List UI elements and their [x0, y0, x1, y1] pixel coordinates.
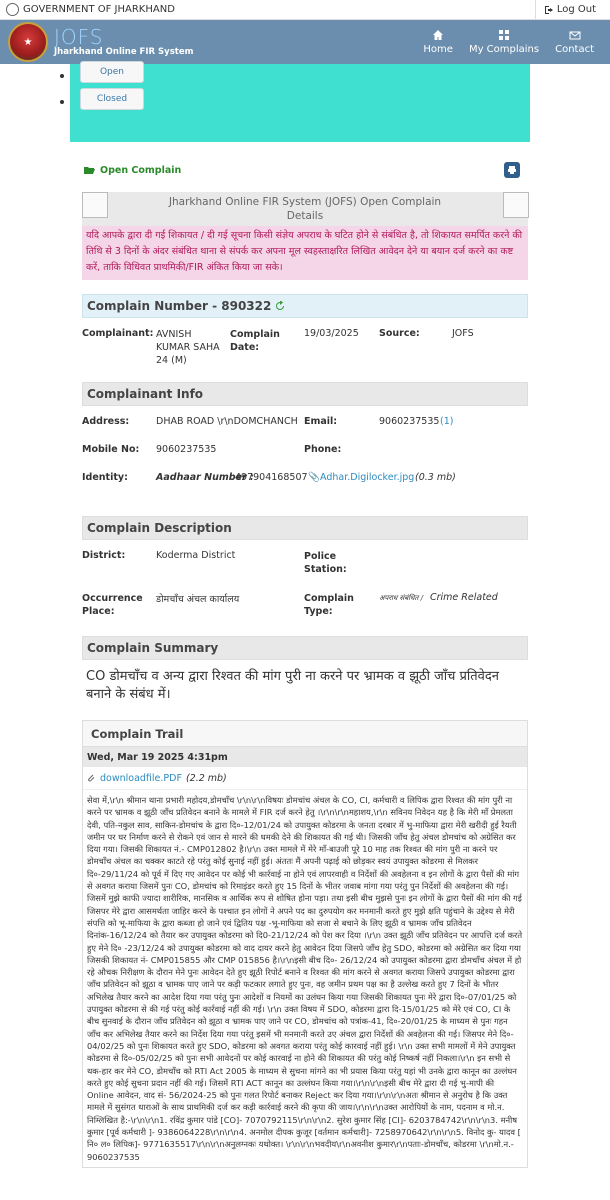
police-station-label: Police Station: [304, 551, 347, 575]
main-nav [415, 20, 602, 64]
nav-home-label: Home [423, 44, 453, 55]
address-value: DHAB ROAD \r\nDOMCHANCH [156, 416, 298, 427]
brand[interactable] [8, 22, 193, 62]
status-filter-box [70, 64, 530, 142]
phone-label: Phone: [304, 444, 342, 455]
government-emblem-icon [6, 3, 19, 16]
logout-icon [544, 5, 554, 15]
district-label: District: [82, 550, 126, 561]
complain-trail [82, 720, 528, 1168]
district-value: Koderma District [156, 550, 236, 561]
government-bar [0, 0, 610, 20]
government-title: GOVERNMENT OF JHARKHAND [23, 4, 175, 15]
complain-type-label: Complain Type: [304, 593, 354, 617]
home-icon [432, 29, 444, 41]
complainant-label: Complainant: [82, 328, 154, 339]
envelope-icon [569, 29, 581, 41]
logout-label: Log Out [556, 4, 596, 15]
nav-my-complains[interactable] [461, 20, 547, 64]
print-icon [507, 165, 517, 175]
brand-title: JOFS [54, 25, 104, 49]
complainant-info-heading: Complainant Info [82, 382, 528, 406]
details-banner [82, 192, 528, 226]
right-logo-image [503, 192, 529, 218]
logout-button[interactable] [535, 0, 604, 20]
source-value: JOFS [452, 328, 474, 339]
nav-contact[interactable] [547, 20, 602, 64]
print-button[interactable] [504, 162, 520, 178]
site-header [0, 20, 610, 64]
complain-trail-heading: Complain Trail [83, 721, 527, 747]
address-label: Address: [82, 416, 130, 427]
bullet-icon [60, 74, 64, 78]
trail-date: Wed, Mar 19 2025 4:31pm [83, 747, 527, 767]
trail-attachment [83, 767, 527, 789]
complain-meta [82, 318, 528, 376]
left-logo-image [82, 192, 108, 218]
identity-file-link[interactable]: Adhar.Digilocker.jpg [320, 472, 415, 483]
banner-title: Jharkhand Online FIR System (JOFS) Open Complain Details [168, 196, 442, 222]
grid-icon [498, 29, 510, 41]
paperclip-icon: 📎 [308, 472, 320, 483]
trail-body-text: सेवा में,\r\n श्रीमान थाना प्रभारी महोदय,डोमचाँच \r\n\r\nविषयः डोमचांच अंचल के CO, CI, कर्मचारी व लिपिक द्वारा रिश्वत की मांग पुरी ना करने पर भ्रामक व झूठी जाँच प्रतिवेदन बनाने के मामले में FIR दर्ज करने हेतु ।\r\n\r\nमहाशय,\r\n सविनय निवेदन यह है कि मेरी माँ प्रेमलता देवी, पति-नकुल साव, साकिन-डोमचांच के द्वारा दि०-12/01/24 को उपायुक्त कोडरमा के जनता दरबार में भु-माफिया द्वारा मेरी खरीदी हुई रैयती जमीन पर घर निर्माण करने से रोकने एवं जान से मारने की धमकी देने की शिकायत की गई थी। जिसकी जाँच हेतु अंचल डोमचांच को अग्रेसित कर दिया गया। जिसकी शिकायत नं.- CMP012802 है।\r\n उक्त मामले में मेरे माँ-बाउजी पूरे 10 माह तक रिश्वत की मांग पुरी ना करने पर डोमचाँच अंचल का चक्कर काटते रहे परंतु कोई सुनाई नहीं हुई। अंततः मैं अपनी पढ़ाई को छोड़कर स्वयं उपायुक्त कोडरमा से मिलकर दि०-29/11/24 को पूर्व में दिए गए आवेदन पर कोई भी कार्रवाई ना होने एवं लापरवाही व निर्देशों की अवहेलना व इन लोगों के द्वारा पैसों की मांग से अवगत कराया जिसमें पुनः CO, डोमचांच को रिमाइंडर करते हुए 15 दिनों के भीतर जवाब मांगा गया परंतु पुन निर्देशों की अवहेलना की गई। जिसमें मुझे काफी ज्यादा शारीरिक, मानसिक व आर्थिक रूप से शोषित होना पड़ा। तथा इसी बीच मुझसे पुनः इन लोगों के द्वारा पैसों की मांग की गई जिसपर मेरे द्वारा आसमर्थता जाहिर करने के पश्चात इन लोगों ने अपने पद का दुरुपयोग कर मनमानी करते हुए मुझे क्षति पहुंचाने के उद्देश्य से मेरी संपत्ति को भू-माफिया के द्वारा कब्जा हो जाने एवं द्वितिय पक्ष -भू-माफिया को सजा से बचाने के लिए झूठी व भ्रामक जाँच प्रतिवेदन दिनांक-16/12/24 को तैयार कर उपायुक्त कोडरमा को दि0-21/12/24 को पेश कर दिया ।\r\n उक्त झूठी जाँच प्रतिवेदन पर आपत्ति दर्ज करते हुए मेने दि० -23/12/24 को उपायुक्त कोडरमा को वाद दायर करने हेतु आवेदन दिया जिसपे जाँच हेतु SDO, कोडरमा को अग्रेसित कर दिया गया जिसकी शिकायत नं- CMP015855 और CMP 015856 है।\r\nइसी बीच दि०- 26/12/24 को उपायुक्त कोडरमा द्वारा डोमचाँच अंचल में हो रहे औचक निरीक्षण के दौरान मेने पुनः आवेदन देते हुए झूठी रिपोर्ट बनाने व रिश्वत की मांग करने से अवगत कराया जिसपे उपायुक्त कोडरमा द्वारा जाँच प्रतिवेदन को झूठा व भ्रामक पाए जाने पर कड़ी फटकार लगाते हुए पुनः, वह जमीन प्रथम पक्ष का है उल्लेख करते हुए 7 दिनों के भीतर अभिलेख तैयार करने का आदेश दिया गया परंतु पुनः आदेशों व नियमों का उलंघन किया गया जिसकी शिकायत पुनः मेरे द्वारा दि०-07/01/25 को उपायुक्त कोडरमा से की गई परंतु कोई कार्रवाई नहीं की गई। \r\n उक्त विषय में SDO, कोडरमा द्वारा दि-15/01/25 को मेरे एवं CO, CI के बीच सुनवाई के दौरान जाँच प्रतिवेदन को झूठा व भ्रामक पाए जाने पर CO, डोमचांच को पत्रांक-41, दि०-20/01/25 के माध्यम से पुनः गहन जाँच कर अभिलेख तैयार करने का निर्देश दिया गया परंतु इसमें भी मनमानी करते उए अंचल द्वारा निर्देशों की अवहेलना की गई। जिसपर मेने दि०- 04/02/25 को पुनः शिकायत करते हुए SDO, कोडरमा को अवगत कराया परंतु कोई कारवाई नहीं हुई। \r\n उक्त सभी मामलों में मेने उपायुक्त कोडरमा से दि०-05/02/25 को पुनः सभी आवेदनों पर कोई कारवाई ना होने की शिकायत की परंतु कोई निष्कर्ष नहीं निकला।\r\n इन सभी से थक-हार कर मेने CO, डोमचाँच को RTI Act 2005 के माध्यम से सुचना मांगने का भी प्रयास किया परंतु यहां भी उनके द्वारा कानून का उल्लंघन करते हुए कोई सुचना प्रदान नहीं की गई। जिसमें RTI ACT कानून का उल्लंघन किया गया।\r\n\r\nइसी बीच मेरे द्वारा दी गई भु-मापी की Online आवेदन, वाद सं- 56/2024-25 को पुनः गलत रिपोर्ट बनाकर Reject कर दिया गया।\r\n\r\nअतः श्रीमान से अनुरोध है कि उक्त मामले में सुसंगत धाराओं के साथ प्राथमिकी दर्ज कर कड़ी कार्रवाई करने की कृपा की जाय।\r\n\r\nउक्त आरोपियों के नाम, पदनाम व मो.न. निम्लिखित है:-\r\n\r\n1. रविंद्र कुमार पांडे [CO]- 7070792115\r\n\r\n2. सुरेश कुमार सिंह [CI]- 6203784742\r\n\r\n3. मनीष कुमार [पूर्व कर्मचारी ]- 9386064228\r\n\r\n4. अनमोल दीपक कुजूर [वर्तमान कर्मचारी]- 7258970642\r\n\r\n5. विनोद कु- यादव [ नि० ल० लिपिक]- 9771635517\r\n\r\nअनुलग्नकः यथोक्त। \r\n\r\nभवदीय\r\nअवनीश कुमार\r\nपताः-डोमचाँच, कोडरमा \r\nमो.न.- 9060237535 [83, 789, 527, 1167]
bullet-icon [60, 100, 64, 104]
folder-open-icon [84, 165, 95, 175]
complain-type-prefix: अपराध संबंधित / [379, 594, 423, 602]
email-value: 9060237535 [379, 416, 440, 427]
complain-date-value: 19/03/2025 [304, 328, 359, 339]
identity-number: 497904168507 [235, 472, 308, 483]
occurrence-place-label: Occurrence Place: [82, 593, 143, 617]
open-complain-row [70, 156, 530, 184]
complain-number-bar [82, 294, 528, 318]
complain-date-label: Complain Date: [230, 329, 280, 353]
closed-filter-button[interactable]: Closed [80, 88, 144, 110]
trail-file-size: (2.2 mb) [185, 772, 227, 784]
fir-instruction-note: यदि आपके द्वारा दी गई शिकायत / दी गई सूचना किसी संज्ञेय अपराध के घटित होने से संबंधित है, तो शिकायत समर्पित करने की तिथि से 3 दिनों के अंदर संबंधित थाना से संपर्क कर अपना मूल स्वहस्ताक्षरित लिखित आवेदन देने या बयान दर्ज करने का कष्ट करें, ताकि विधिवत प्राथमिकी/FIR अंकित किया जा सके। [82, 226, 528, 280]
complain-description-heading: Complain Description [82, 516, 528, 540]
nav-home[interactable] [415, 20, 461, 64]
paperclip-icon [87, 774, 96, 783]
open-filter-button[interactable]: Open [80, 61, 144, 83]
complain-number: Complain Number - 890322 [87, 299, 272, 313]
brand-subtitle: Jharkhand Online FIR System [54, 47, 194, 57]
complain-description [82, 540, 528, 630]
email-label: Email: [304, 416, 338, 427]
complain-type-value: Crime Related [430, 592, 498, 603]
identity-file-size: (0.3 mb) [415, 472, 456, 483]
occurrence-place-value: डोमचाँच अंचल कार्यालय [156, 594, 240, 605]
source-label: Source: [379, 328, 420, 339]
nav-contact-label: Contact [555, 44, 594, 55]
complain-summary-text: CO डोमचाँच व अन्य द्वारा रिश्वत की मांग पुरी ना करने पर भ्रामक व झूठी जाँच प्रतिवेदन बनाने के संबंध में। [86, 669, 500, 702]
complainant-info [82, 406, 528, 498]
refresh-icon[interactable] [275, 301, 285, 311]
email-count-link[interactable]: (1) [440, 416, 454, 427]
nav-my-complains-label: My Complains [468, 44, 540, 55]
identity-type: Aadhaar Number : [156, 472, 254, 483]
complainant-value: AVNISH KUMAR SAHA 24 (M) [156, 329, 220, 366]
complain-summary-heading: Complain Summary [82, 636, 528, 660]
trail-file-link[interactable]: downloadfile.PDF [100, 772, 182, 784]
mobile-label: Mobile No: [82, 444, 140, 455]
mobile-value: 9060237535 [156, 444, 217, 455]
main-content [70, 64, 530, 1168]
open-complain-label: Open Complain [100, 164, 182, 176]
jharkhand-police-logo-icon: ★ [8, 22, 48, 62]
identity-label: Identity: [82, 472, 128, 483]
